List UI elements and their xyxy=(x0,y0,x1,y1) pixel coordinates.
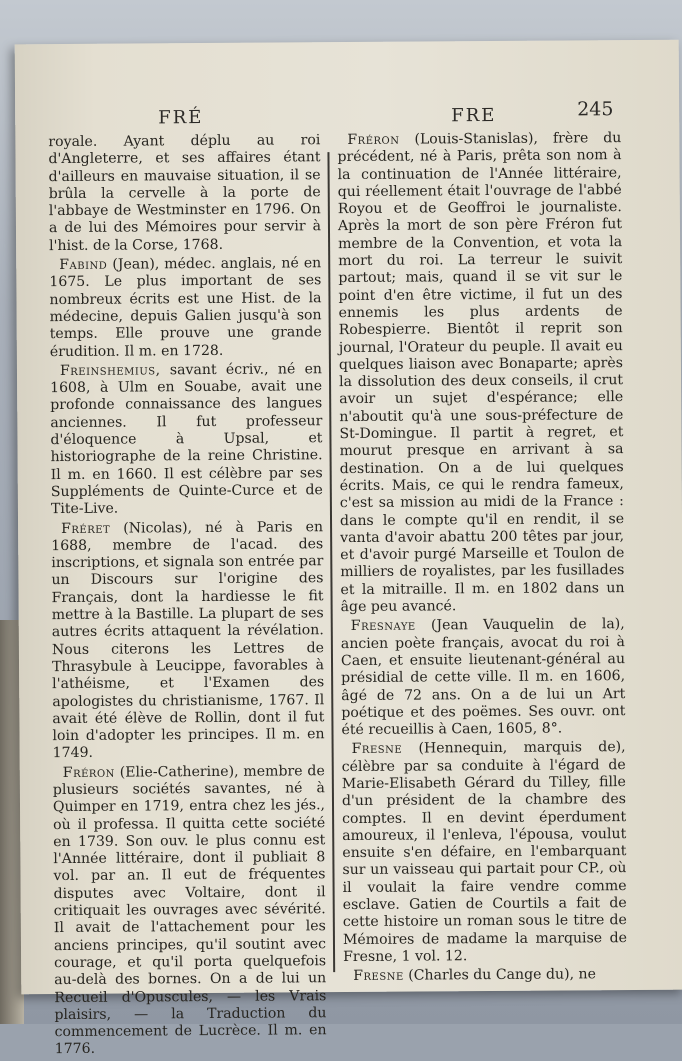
entry xyxy=(337,130,624,616)
entry-headword: Freinshemius, xyxy=(59,362,161,379)
entry xyxy=(49,255,322,361)
entry xyxy=(343,966,627,985)
entry-headword: Fresnaye xyxy=(350,617,416,635)
book-page xyxy=(15,40,682,1058)
entry xyxy=(53,763,327,1059)
entry xyxy=(51,519,325,763)
entry-headword: Fréron xyxy=(347,131,400,149)
page-number: 245 xyxy=(577,98,614,121)
entry-headword: Fréron xyxy=(62,764,115,781)
entry-text: (Jean), médec. anglais, né en 1675. Le plus important de ses nombreux écrits est une Hist. de la médecine, depuis Galien jusqu'à son temps. Elle prouve une grande érudition. Il m. en 1728. xyxy=(49,255,322,360)
entry-text: (Hennequin, marquis de), célèbre par sa conduite à l'égard de Marie-Elisabeth Gérard du Tilley, fille d'un président de la chambre des comptes. Il en devint éperdument amoureux, il l'enleva, l'épousa, voulut ensuite s'en défaire, en l'embarquant sur un vaisseau qui partait pour CP., où il voulait la faire vendre comme esclave. Gatien de Courtils a fait de cette histoire un roman sous le titre de Mémoires de madame la marquise de Fresne, 1 vol. 12. xyxy=(341,739,627,966)
entry xyxy=(341,616,626,739)
left-column xyxy=(48,132,326,1061)
running-head-left: FRÉ xyxy=(158,107,204,129)
entry xyxy=(342,739,628,966)
entry xyxy=(50,361,323,519)
column-rule xyxy=(327,152,335,972)
entry-text: (Jean Vauquelin de la), ancien poète français, avocat du roi à Caen, et ensuite lieutenant-général au présidial de cette ville. Il m. en 1606, âgé de 72 ans. On a de lui un Art poétique et des poëmes. Ses ouvr. ont été recueillis à Caen, 1605, 8°. xyxy=(340,616,626,739)
entry-text: (Louis-Stanislas), frère du précédent, né à Paris, prêta son nom à la continuation de l'Année littéraire, qui réellement était l'ouvrage de l'abbé Royou et de Geoffroi le journaliste. Après la mort de son père Fréron fut membre de la Convention, et vota la mort du roi. La terreur le suivit partout; mais, quand il se vit sur le point d'en être victime, il fut un des ennemis les plus ardents de Robespierre. Bientôt il reprit son journal, l'Orateur du peuple. Il avait eu quelques liaison avec Bonaparte; après la dissolution des deux conseils, il crut avoir un sujet d'espérance; elle n'aboutit qu'à une sous-préfecture de St-Domingue. Il partit à regret, et mourut presque en arrivant à sa destination. On a de lui quelques écrits. Mais, ce qui le rendra fameux, c'est sa mission au midi de la France : dans le compte qu'il en rendit, il se vanta d'avoir abattu 200 têtes par jour, et d'avoir purgé Marseille et Toulon de milliers de royalistes, par les fusillades et la mitraille. Il m. en 1802 dans un âge peu avancé. xyxy=(337,130,625,616)
running-head-center: FRE xyxy=(451,104,497,127)
entry-text: savant écriv., né en 1608, à Ulm en Souabe, avait une profonde connaissance des langues anciennes. Il fut professeur d'éloquence à Upsal, et historiographe de la reine Christine. Il m. en 1660. Il est célèbre par ses Suppléments de Quinte-Curce et de Tite-Live. xyxy=(50,361,323,518)
entry-headword: Fresne xyxy=(353,967,404,985)
entry-headword: Fabind xyxy=(59,256,108,274)
entry-headword: Fréret xyxy=(61,520,111,537)
entry-text: (Elie-Catherine), membre de plusieurs sociétés savantes, né à Quimper en 1719, entra chez les jés., où il professa. Il quitta cette société en 1739. Son ouv. le plus connu est l'Année littéraire, dont il publiait 8 vol. par an. Il eut de fréquentes disputes avec Voltaire, dont il critiquait les ouvrages avec sévérité. Il avait de l'attachement pour les anciens principes, qu'il soutint avec courage, et qu'il porta quelquefois au-delà des bornes. On a de lui un Recueil d'Opuscules, — les Vrais plaisirs, — la Traduction du commencement de Lucrèce. Il m. en 1776. xyxy=(52,762,327,1058)
entry: royale. Ayant déplu au roi d'Angleterre, et ses affaires étant d'ailleurs en mauvaise situation, il se brûla la cervelle à la porte de l'abbaye de Westminster en 1796. On a de lui des Mémoires pour servir à l'hist. de la Corse, 1768. xyxy=(48,132,322,254)
entry-headword: Fresne xyxy=(351,741,403,758)
right-column xyxy=(337,130,627,988)
entry-text: (Charles du Cange du), ne xyxy=(408,966,596,984)
entry-text: (Nicolas), né à Paris en 1688, membre de l'acad. des inscriptions, et signala son entrée par un Discours sur l'origine des Français, dont la hardiesse le fit mettre à la Bastille. La plupart de ses autres écrits attaquent la révélation. Nous citerons les Lettres de Thrasybule à Leucippe, favorables à l'athéisme, et l'Examen des apologistes du christianisme, 1767. Il avait été élève de Rollin, dont il fut loin d'adopter les principes. Il m. en 1749. xyxy=(51,518,325,762)
